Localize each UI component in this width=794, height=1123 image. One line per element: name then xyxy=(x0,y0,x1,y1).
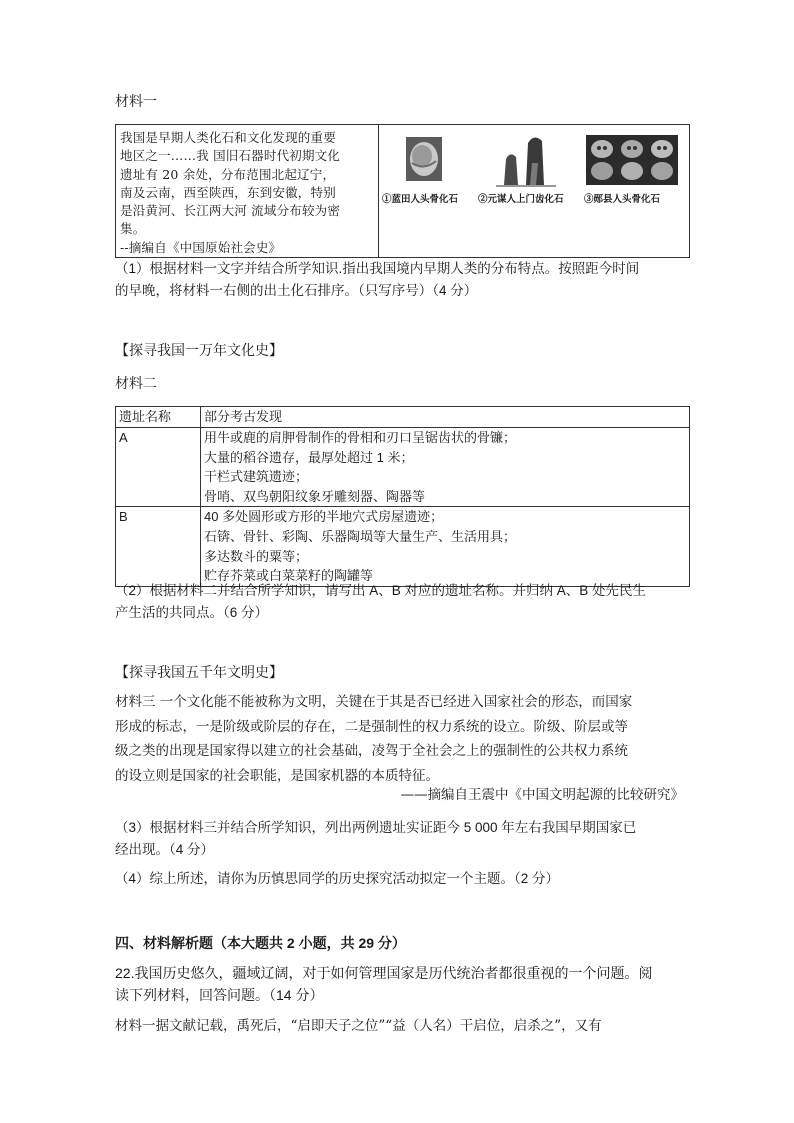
question-1-line: 的早晚，将材料一右侧的出土化石排序。（只写序号）（4 分） xyxy=(115,283,478,298)
header-findings: 部分考古发现 xyxy=(201,407,690,428)
yuanmou-teeth-fossil-image xyxy=(496,133,556,187)
finding-line: 大量的稻谷遗存，最厚处超过 1 米； xyxy=(204,449,414,465)
question-3-line: 经出现。（4 分） xyxy=(115,842,215,857)
finding-line: 骨哨、双鸟朝阳纹象牙雕刻器、陶器等 xyxy=(204,488,426,504)
finding-line: 干栏式建筑遗迹； xyxy=(204,469,309,485)
question-4: （4）综上所述，请你为历慎思同学的历史探究活动拟定一个主题。（2 分） xyxy=(115,871,560,886)
fossil-caption-1: ①蓝田人头骨化石 xyxy=(382,194,459,205)
material3-source: ——摘编自王震中《中国文明起源的比较研究》 xyxy=(400,787,684,803)
fossil-caption-2: ②元谋人上门齿化石 xyxy=(478,194,564,205)
finding-line: 石锛、骨针、彩陶、乐器陶埙等大量生产、生活用具； xyxy=(204,528,517,544)
question-2-line: 产生活的共同点。（6 分） xyxy=(115,605,269,620)
material3-text xyxy=(115,690,632,788)
question-22-line: 读下列材料，回答问题。（14 分） xyxy=(115,987,324,1003)
material1-label: 材料一 xyxy=(115,93,157,109)
finding-line: 40 多处圆形或方形的半地穴式房屋遗迹； xyxy=(204,509,444,525)
site-name-b: B xyxy=(116,507,201,586)
question-2-line: （2）根据材料二并结合所学知识，请写出 A、B 对应的遗址名称。并归纳 A、B 处先民生 xyxy=(115,583,647,598)
material1-source: --摘编自《中国原始社会史》 xyxy=(120,239,282,255)
question-2 xyxy=(115,580,646,624)
question-3 xyxy=(115,817,636,861)
material1-table xyxy=(115,124,690,258)
material1-line: 集。 xyxy=(120,221,146,237)
material1-line: 我国是早期人类化石和文化发现的重要 xyxy=(120,130,336,145)
material22-text: 材料一据文献记载，禹死后，“启即天子之位”“益（人名）干启位，启杀之”，又有 xyxy=(115,1018,602,1034)
question-22-line: 22.我国历史悠久，疆域辽阔，对于如何管理国家是历代统治者都很重视的一个问题。阅 xyxy=(115,965,653,981)
material1-line: 地区之一……我 国旧石器时代初期文化 xyxy=(120,148,341,164)
site-name-a: A xyxy=(116,428,201,507)
lantian-skull-fossil-image xyxy=(406,137,442,181)
finding-line: 用牛或鹿的肩胛骨制作的骨相和刃口呈锯齿状的骨镰； xyxy=(204,430,517,445)
material2-label: 材料二 xyxy=(115,375,157,391)
material2-table xyxy=(115,406,690,587)
material1-line: 遗址有 20 余处，分布范围北起辽宁， xyxy=(120,166,336,182)
material3-line: 形成的标志，一是阶级或阶层的存在，二是强制性的权力系统的设立。阶级、阶层或等 xyxy=(115,718,628,735)
finding-line: 多达数斗的粟等； xyxy=(204,548,309,564)
material3-line: 材料三 一个文化能不能被称为文明，关键在于其是否已经进入国家社会的形态，而国家 xyxy=(115,694,633,710)
question-22 xyxy=(115,962,652,1006)
table-row xyxy=(116,507,690,586)
material3-line: 级之类的出现是国家得以建立的社会基础，凌驾于全社会之上的强制性的公共权力系统 xyxy=(115,743,628,759)
finding-line: 贮存芥菜或白菜菜籽的陶罐等 xyxy=(204,568,374,584)
yunxian-skull-fossil-image xyxy=(586,135,678,185)
fossil-caption-3: ③郧县人头骨化石 xyxy=(584,194,661,205)
material3-line: 的设立则是国家的社会职能，是国家机器的本质特征。 xyxy=(115,767,439,784)
part-four-heading: 四、材料解析题（本大题共 2 小题，共 29 分） xyxy=(115,935,406,951)
question-1-line: （1）根据材料一文字并结合所学知识.指出我国境内早期人类的分布特点。按照距今时间 xyxy=(115,261,640,276)
section-heading-culture: 【探寻我国一万年文化史】 xyxy=(115,342,283,358)
section-heading-civilization: 【探寻我国五千年文明史】 xyxy=(115,664,283,680)
material1-text xyxy=(120,129,374,257)
table-row xyxy=(116,428,690,507)
table-header-row xyxy=(116,407,690,428)
question-3-line: （3）根据材料三并结合所学知识，列出两例遗址实证距今 5 000 年左右我国早期国家已 xyxy=(115,820,637,835)
header-site-name: 遗址名称 xyxy=(116,407,201,428)
table-divider xyxy=(378,125,379,257)
site-findings-b xyxy=(201,507,690,586)
site-findings-a xyxy=(201,428,690,507)
question-1 xyxy=(115,258,639,302)
material1-line: 南及云南，西至陕西，东到安徽，特别 xyxy=(120,184,336,200)
material1-line: 是沿黄河、长江两大河 流域分布较为密 xyxy=(120,203,341,219)
